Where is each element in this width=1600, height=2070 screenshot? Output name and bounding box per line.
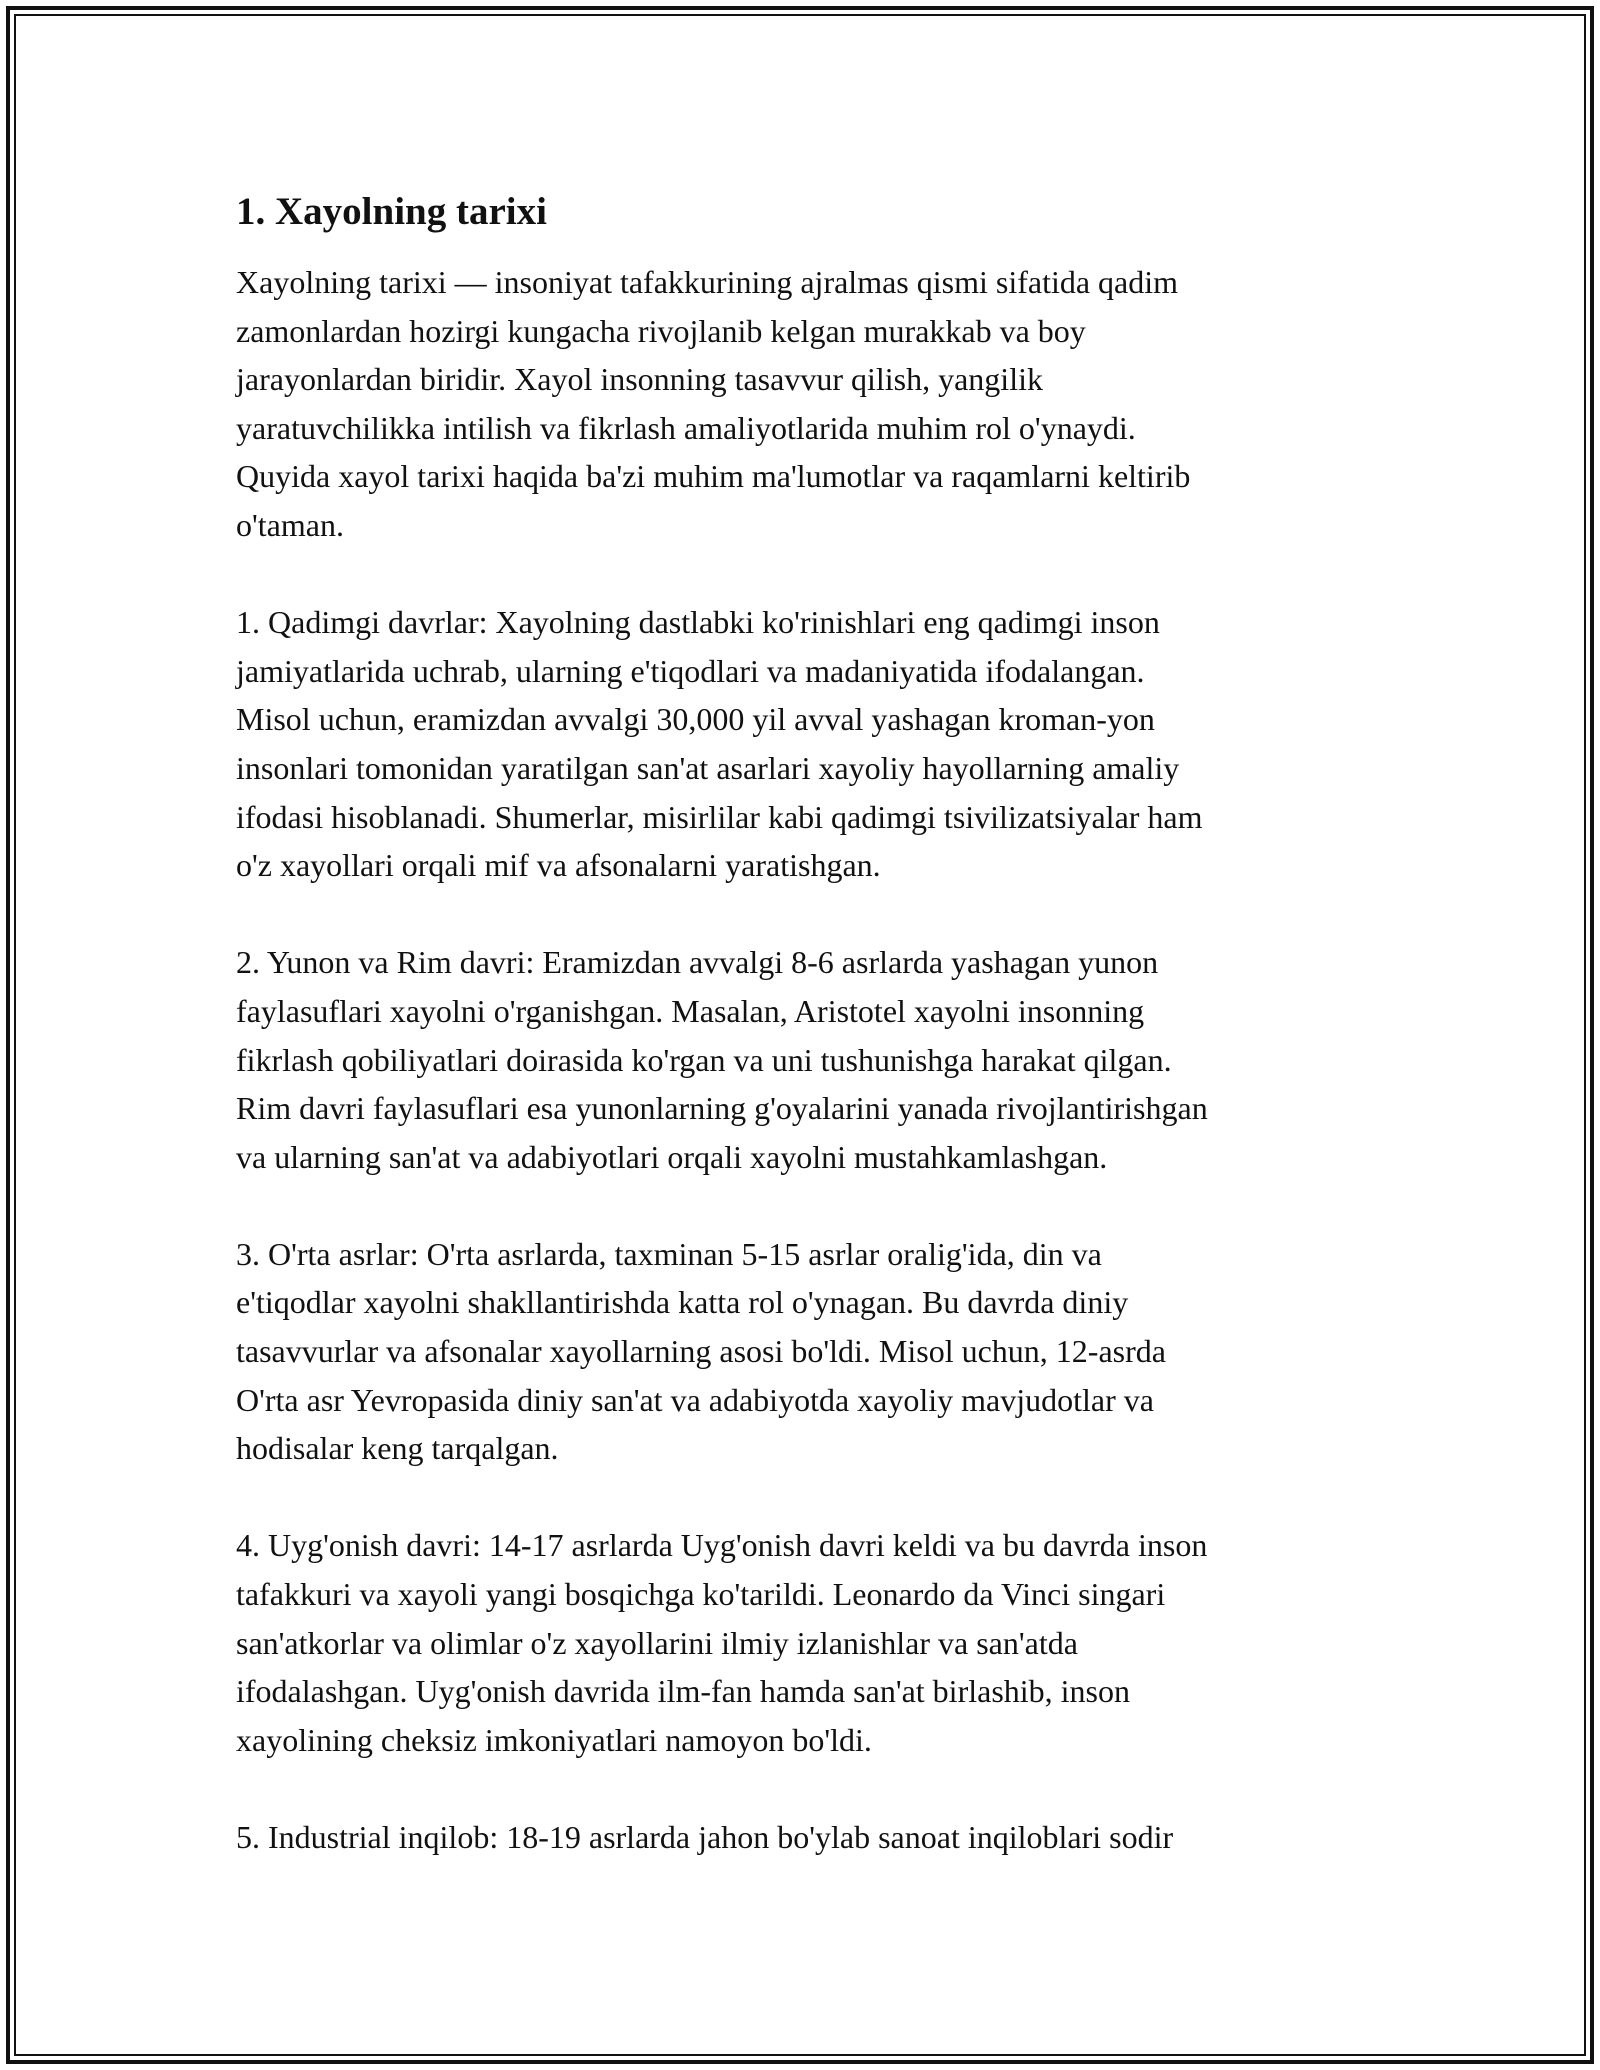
text-line: jamiyatlarida uchrab, ularning e'tiqodlari va madaniyatida ifodalangan. — [236, 652, 1145, 689]
text-line: 3. O'rta asrlar: O'rta asrlarda, taxminan 5-15 asrlar oralig'ida, din va — [236, 1235, 1102, 1272]
text-line: o'z xayollari orqali mif va afsonalarni yaratishgan. — [236, 847, 881, 884]
paragraph-greek-roman — [236, 938, 1366, 1181]
text-line: jarayonlardan biridir. Xayol insonning tasavvur qilish, yangilik — [236, 361, 1043, 398]
text-line: 2. Yunon va Rim davri: Eramizdan avvalgi 8-6 asrlarda yashagan yunon — [236, 944, 1159, 981]
text-line: tasavvurlar va afsonalar xayollarning asosi bo'ldi. Misol uchun, 12-asrda — [236, 1333, 1166, 1370]
text-line: 4. Uyg'onish davri: 14-17 asrlarda Uyg'onish davri keldi va bu davrda inson — [236, 1527, 1208, 1564]
text-line: fikrlash qobiliyatlari doirasida ko'rgan va uni tushunishga harakat qilgan. — [236, 1041, 1172, 1078]
text-line: ifodasi hisoblanadi. Shumerlar, misirlilar kabi qadimgi tsivilizatsiyalar ham — [236, 798, 1203, 835]
paragraph-industrial-revolution — [236, 1813, 1366, 1862]
text-line: 1. Qadimgi davrlar: Xayolning dastlabki ko'rinishlari eng qadimgi inson — [236, 604, 1160, 641]
text-line: ifodalashgan. Uyg'onish davrida ilm-fan hamda san'at birlashib, inson — [236, 1673, 1130, 1710]
text-line: o'taman. — [236, 506, 344, 543]
text-line: 5. Industrial inqilob: 18-19 asrlarda jahon bo'ylab sanoat inqiloblari sodir — [236, 1819, 1174, 1855]
text-line: xayolining cheksiz imkoniyatlari namoyon bo'ldi. — [236, 1721, 872, 1758]
text-line: tafakkuri va xayoli yangi bosqichga ko'tarildi. Leonardo da Vinci singari — [236, 1576, 1166, 1613]
text-line: O'rta asr Yevropasida diniy san'at va adabiyotda xayoliy mavjudotlar va — [236, 1381, 1154, 1418]
text-line: zamonlardan hozirgi kungacha rivojlanib kelgan murakkab va boy — [236, 312, 1086, 349]
text-line: san'atkorlar va olimlar o'z xayollarini ilmiy izlanishlar va san'atda — [236, 1624, 1078, 1661]
text-line: Rim davri faylasuflari esa yunonlarning g'oyalarini yanada rivojlantirishgan — [236, 1090, 1208, 1127]
paragraph-middle-ages — [236, 1230, 1366, 1473]
section-heading: 1. Xayolning tarixi — [236, 190, 547, 233]
paragraph-renaissance — [236, 1521, 1366, 1764]
text-line: insonlari tomonidan yaratilgan san'at asarlari xayoliy hayollarning amaliy — [236, 749, 1180, 786]
text-line: Misol uchun, eramizdan avvalgi 30,000 yil avval yashagan kroman-yon — [236, 701, 1155, 738]
paragraph-intro — [236, 258, 1366, 550]
document-body — [236, 188, 1366, 1910]
text-line: yaratuvchilikka intilish va fikrlash amaliyotlarida muhim rol o'ynaydi. — [236, 409, 1136, 446]
text-line: faylasuflari xayolni o'rganishgan. Masalan, Aristotel xayolni insonning — [236, 992, 1145, 1029]
text-line: Quyida xayol tarixi haqida ba'zi muhim ma'lumotlar va raqamlarni keltirib — [236, 458, 1191, 495]
paragraph-ancient-times — [236, 598, 1366, 890]
text-line: va ularning san'at va adabiyotlari orqali xayolni mustahkamlashgan. — [236, 1138, 1108, 1175]
text-line: hodisalar keng tarqalgan. — [236, 1430, 559, 1467]
text-line: e'tiqodlar xayolni shakllantirishda katta rol o'ynagan. Bu davrda diniy — [236, 1284, 1129, 1321]
text-line: Xayolning tarixi — insoniyat tafakkurining ajralmas qismi sifatida qadim — [236, 264, 1179, 300]
